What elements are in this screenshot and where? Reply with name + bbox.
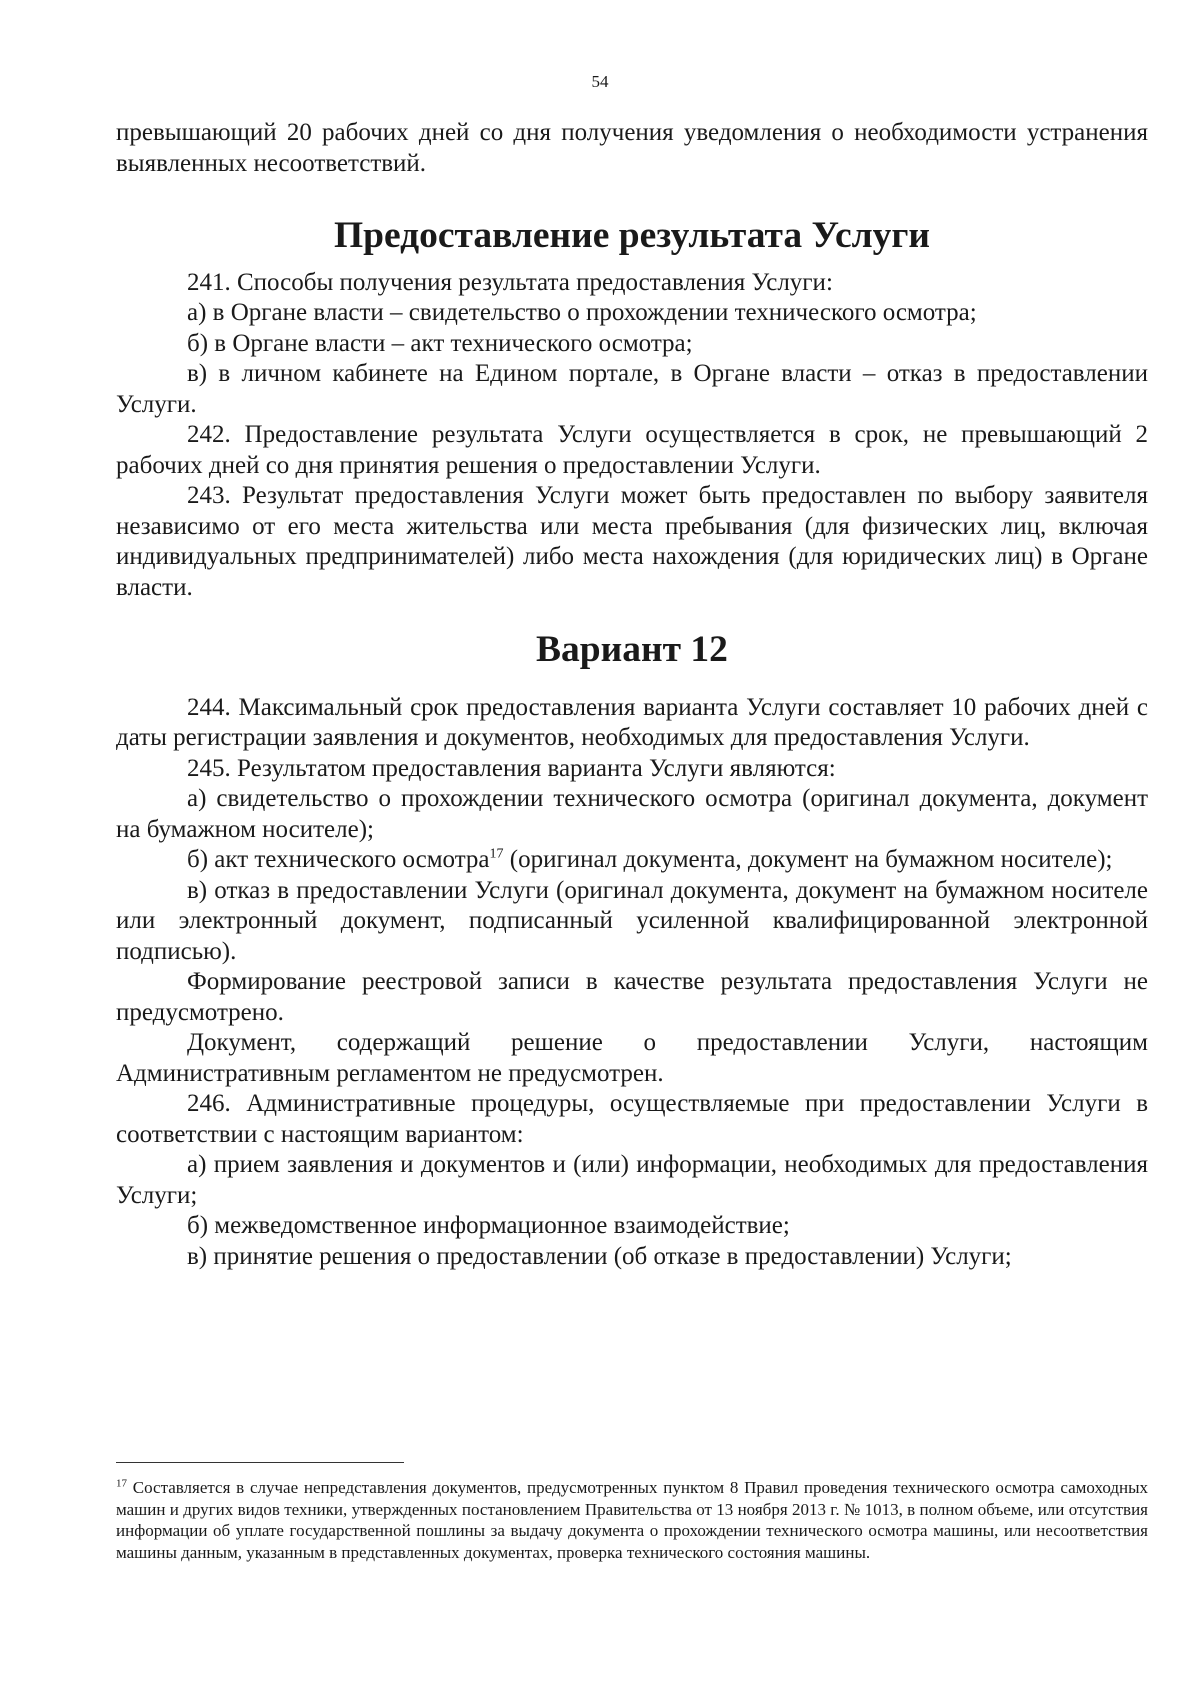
paragraph-241-a: а) в Органе власти – свидетельство о прохождении технического осмотра; xyxy=(187,299,977,326)
paragraph-245: 245. Результатом предоставления варианта Услуги являются: xyxy=(187,754,836,782)
paragraph-245-v: в) отказ в предоставлении Услуги (оригинал документа, документ на бумажном носителе или электронный документ, подписанный усиленной квалифицированной электронной подписью). xyxy=(116,876,1148,965)
section-heading-variant: Вариант 12 xyxy=(536,629,728,670)
footnote xyxy=(116,1477,1148,1563)
paragraph-245-b-text: б) акт технического осмотра xyxy=(187,846,490,873)
paragraph-241-b: б) в Органе власти – акт технического осмотра; xyxy=(187,329,693,357)
paragraph-245-b xyxy=(116,845,1148,876)
footnote-mark: 17 xyxy=(116,1477,127,1490)
paragraph-registry: Формирование реестровой записи в качестве результата предоставления Услуги не предусмотрено. xyxy=(116,968,1148,1026)
paragraph-243: 243. Результат предоставления Услуги может быть предоставлен по выбору заявителя независимо от его места жительства или места пребывания (для физических лиц, включая индивидуальных предпринимателей) либо места нахождения (для юридических лиц) в Органе власти. xyxy=(116,482,1148,601)
paragraph-246-a: а) прием заявления и документов и (или) информации, необходимых для предоставления Услуги; xyxy=(116,1151,1148,1209)
footnote-separator xyxy=(116,1462,404,1463)
paragraph-245-b-text-rest: (оригинал документа, документ на бумажном носителе); xyxy=(503,846,1113,873)
paragraph-246-b: б) межведомственное информационное взаимодействие; xyxy=(187,1212,790,1239)
section-heading-result: Предоставление результата Услуги xyxy=(333,215,931,256)
paragraph-244: 244. Максимальный срок предоставления варианта Услуги составляет 10 рабочих дней с даты регистрации заявления и документов, необходимых для предоставления Услуги. xyxy=(116,693,1148,751)
paragraph-246: 246. Административные процедуры, осуществляемые при предоставлении Услуги в соответствии с настоящим вариантом: xyxy=(116,1090,1148,1148)
paragraph-246-v: в) принятие решения о предоставлении (об отказе в предоставлении) Услуги; xyxy=(187,1242,1012,1270)
page-number: 54 xyxy=(591,72,609,91)
paragraph-241: 241. Способы получения результата предоставления Услуги: xyxy=(187,268,833,296)
paragraph-decision-document: Документ, содержащий решение о предоставлении Услуги, настоящим Административным регламентом не предусмотрен. xyxy=(116,1029,1148,1087)
paragraph-241-v: в) в личном кабинете на Едином портале, в Органе власти – отказ в предоставлении Услуги. xyxy=(116,360,1148,418)
paragraph-242: 242. Предоставление результата Услуги осуществляется в срок, не превышающий 2 рабочих дней со дня принятия решения о предоставлении Услуги. xyxy=(116,421,1148,479)
intro-paragraph: превышающий 20 рабочих дней со дня получения уведомления о необходимости устранения выявленных несоответствий. xyxy=(116,119,1148,177)
paragraph-245-a: а) свидетельство о прохождении технического осмотра (оригинал документа, документ на бумажном носителе); xyxy=(116,785,1148,843)
footnote-text: Составляется в случае непредставления документов, предусмотренных пунктом 8 Правил проведения технического осмотра самоходных машин и других видов техники, утвержденных постановлением Правительства от 13 ноября 2013 г. № 1013, в полном объеме, или отсутствия информации об уплате государственной пошлины за выдачу документа о прохождении технического осмотра машины, или несоответствия машины данным, указанным в представленных документах, проверка технического состояния машины. xyxy=(116,1478,1148,1562)
footnote-reference[interactable]: 17 xyxy=(489,846,504,862)
page-body xyxy=(116,118,1148,1272)
